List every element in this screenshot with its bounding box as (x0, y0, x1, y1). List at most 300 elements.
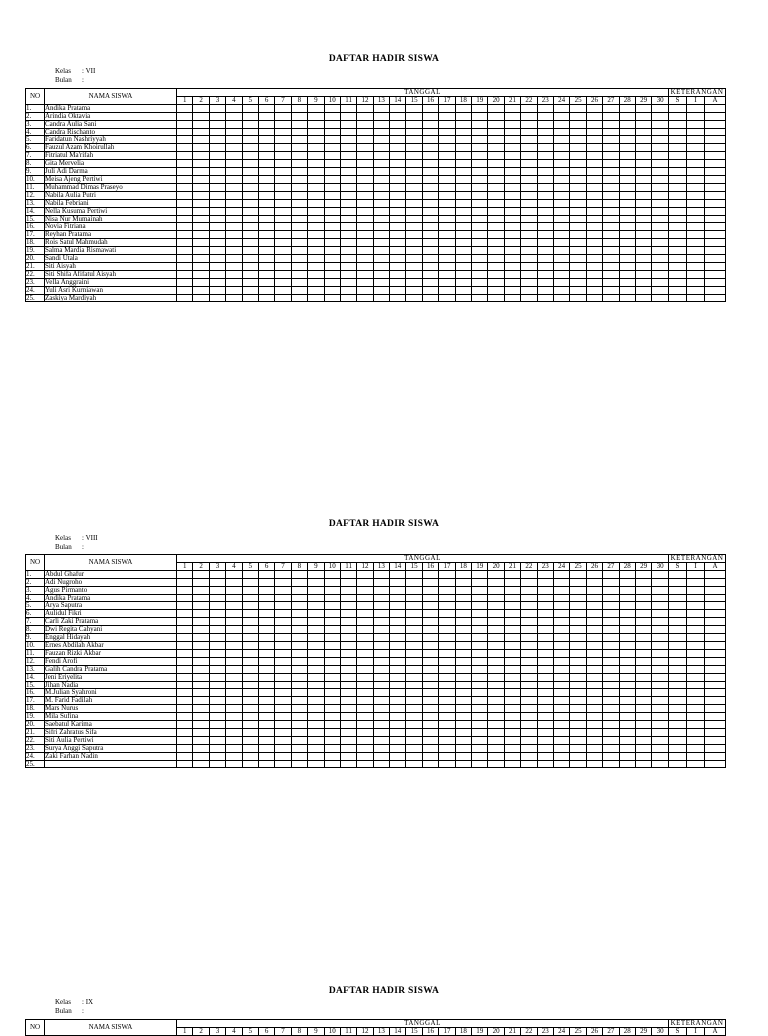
attendance-cell (373, 183, 389, 191)
attendance-cell (705, 744, 726, 752)
attendance-cell (422, 744, 438, 752)
attendance-cell (455, 602, 471, 610)
attendance-cell (603, 721, 619, 729)
attendance-cell (586, 160, 602, 168)
attendance-cell (193, 286, 209, 294)
day-header: 24 (553, 1027, 569, 1035)
day-header: 13 (373, 96, 389, 104)
attendance-cell (406, 705, 422, 713)
attendance-cell (619, 255, 635, 263)
day-header: 17 (439, 1027, 455, 1035)
attendance-cell (390, 578, 406, 586)
attendance-cell (488, 136, 504, 144)
attendance-cell (603, 594, 619, 602)
attendance-cell (193, 586, 209, 594)
attendance-cell (324, 255, 340, 263)
attendance-cell (422, 207, 438, 215)
attendance-cell (488, 278, 504, 286)
attendance-cell (635, 760, 651, 768)
attendance-cell (705, 594, 726, 602)
attendance-cell (488, 215, 504, 223)
student-name: Aulidul Fikri (45, 610, 177, 618)
attendance-cell (258, 294, 274, 302)
attendance-cell (521, 168, 537, 176)
attendance-cell (619, 713, 635, 721)
day-header: 26 (586, 1027, 602, 1035)
attendance-cell (669, 705, 687, 713)
attendance-cell (687, 744, 705, 752)
attendance-cell (603, 168, 619, 176)
attendance-cell (373, 649, 389, 657)
header-row (26, 555, 726, 563)
attendance-cell (687, 294, 705, 302)
attendance-cell (635, 665, 651, 673)
attendance-cell (687, 120, 705, 128)
attendance-cell (406, 736, 422, 744)
attendance-cell (652, 262, 669, 270)
attendance-cell (324, 183, 340, 191)
attendance-cell (406, 649, 422, 657)
student-name: Agus Pirmanto (45, 586, 177, 594)
attendance-cell (308, 586, 324, 594)
attendance-cell (705, 578, 726, 586)
attendance-cell (619, 247, 635, 255)
attendance-cell (553, 697, 569, 705)
attendance-cell (275, 255, 291, 263)
attendance-cell (324, 744, 340, 752)
attendance-cell (504, 586, 520, 594)
attendance-cell (472, 634, 488, 642)
attendance-cell (472, 578, 488, 586)
attendance-cell (705, 618, 726, 626)
attendance-cell (553, 673, 569, 681)
attendance-cell (308, 231, 324, 239)
attendance-cell (193, 665, 209, 673)
attendance-cell (308, 736, 324, 744)
attendance-cell (472, 215, 488, 223)
attendance-cell (209, 215, 225, 223)
attendance-cell (537, 286, 553, 294)
attendance-cell (488, 168, 504, 176)
attendance-cell (357, 665, 373, 673)
attendance-cell (472, 278, 488, 286)
attendance-cell (669, 207, 687, 215)
day-header: 3 (209, 562, 225, 570)
attendance-cell (504, 286, 520, 294)
attendance-cell (422, 152, 438, 160)
attendance-cell (193, 191, 209, 199)
attendance-cell (324, 689, 340, 697)
attendance-cell (537, 752, 553, 760)
attendance-cell (687, 191, 705, 199)
attendance-cell (258, 649, 274, 657)
tanggal-header: TANGGAL (177, 1020, 669, 1028)
attendance-cell (390, 128, 406, 136)
attendance-cell (340, 286, 356, 294)
attendance-cell (635, 255, 651, 263)
attendance-cell (177, 618, 193, 626)
attendance-cell (586, 255, 602, 263)
attendance-cell (226, 586, 242, 594)
attendance-cell (635, 728, 651, 736)
table-row (26, 207, 726, 215)
row-number: 10. (26, 641, 45, 649)
row-number: 1. (26, 570, 45, 578)
attendance-cell (537, 223, 553, 231)
attendance-cell (537, 152, 553, 160)
attendance-cell (553, 128, 569, 136)
attendance-cell (308, 239, 324, 247)
attendance-cell (504, 120, 520, 128)
attendance-cell (669, 602, 687, 610)
day-header: 25 (570, 562, 586, 570)
attendance-cell (406, 578, 422, 586)
attendance-cell (635, 270, 651, 278)
attendance-cell (258, 168, 274, 176)
attendance-cell (553, 610, 569, 618)
attendance-cell (193, 215, 209, 223)
attendance-cell (308, 705, 324, 713)
attendance-cell (687, 649, 705, 657)
attendance-cell (258, 760, 274, 768)
attendance-cell (226, 152, 242, 160)
attendance-cell (357, 144, 373, 152)
attendance-cell (553, 705, 569, 713)
attendance-cell (488, 618, 504, 626)
attendance-cell (275, 681, 291, 689)
attendance-cell (472, 247, 488, 255)
row-number: 19. (26, 713, 45, 721)
attendance-cell (193, 744, 209, 752)
attendance-cell (177, 578, 193, 586)
attendance-cell (258, 247, 274, 255)
attendance-cell (193, 199, 209, 207)
attendance-cell (669, 634, 687, 642)
attendance-cell (537, 191, 553, 199)
day-header: 29 (635, 562, 651, 570)
attendance-cell (439, 618, 455, 626)
attendance-cell (652, 641, 669, 649)
attendance-cell (687, 175, 705, 183)
attendance-cell (472, 721, 488, 729)
attendance-cell (439, 673, 455, 681)
attendance-cell (406, 634, 422, 642)
attendance-cell (537, 270, 553, 278)
attendance-cell (455, 262, 471, 270)
row-number: 1. (26, 104, 45, 112)
attendance-cell (472, 262, 488, 270)
attendance-cell (242, 104, 258, 112)
attendance-cell (669, 270, 687, 278)
student-name: Nabila Aulia Putri (45, 191, 177, 199)
attendance-cell (553, 144, 569, 152)
attendance-cell (390, 618, 406, 626)
attendance-cell (177, 207, 193, 215)
attendance-cell (537, 144, 553, 152)
attendance-cell (357, 175, 373, 183)
attendance-cell (390, 207, 406, 215)
attendance-cell (209, 183, 225, 191)
attendance-cell (504, 104, 520, 112)
attendance-cell (455, 207, 471, 215)
attendance-cell (635, 112, 651, 120)
attendance-cell (455, 286, 471, 294)
attendance-cell (258, 626, 274, 634)
attendance-cell (390, 175, 406, 183)
attendance-cell (586, 120, 602, 128)
attendance-cell (226, 104, 242, 112)
attendance-cell (291, 594, 307, 602)
day-header: 7 (275, 1027, 291, 1035)
attendance-cell (586, 239, 602, 247)
attendance-cell (553, 294, 569, 302)
attendance-cell (553, 255, 569, 263)
attendance-cell (226, 168, 242, 176)
attendance-cell (308, 247, 324, 255)
attendance-cell (226, 713, 242, 721)
attendance-cell (209, 681, 225, 689)
attendance-cell (619, 231, 635, 239)
attendance-cell (570, 744, 586, 752)
attendance-cell (472, 760, 488, 768)
attendance-cell (226, 215, 242, 223)
attendance-cell (177, 255, 193, 263)
attendance-cell (275, 721, 291, 729)
attendance-cell (521, 641, 537, 649)
attendance-cell (537, 744, 553, 752)
attendance-cell (603, 255, 619, 263)
attendance-cell (652, 697, 669, 705)
attendance-cell (439, 160, 455, 168)
attendance-cell (422, 689, 438, 697)
attendance-cell (553, 586, 569, 594)
attendance-cell (635, 175, 651, 183)
attendance-cell (586, 618, 602, 626)
attendance-cell (340, 128, 356, 136)
attendance-cell (275, 231, 291, 239)
attendance-cell (308, 752, 324, 760)
attendance-cell (603, 610, 619, 618)
attendance-cell (586, 199, 602, 207)
attendance-cell (324, 634, 340, 642)
attendance-cell (373, 760, 389, 768)
attendance-cell (275, 160, 291, 168)
attendance-cell (619, 128, 635, 136)
attendance-cell (226, 594, 242, 602)
attendance-cell (455, 278, 471, 286)
attendance-cell (439, 239, 455, 247)
attendance-cell (357, 239, 373, 247)
attendance-cell (619, 681, 635, 689)
attendance-cell (603, 215, 619, 223)
attendance-cell (390, 697, 406, 705)
attendance-cell (652, 239, 669, 247)
attendance-cell (308, 112, 324, 120)
attendance-cell (455, 215, 471, 223)
attendance-cell (504, 721, 520, 729)
row-number: 9. (26, 634, 45, 642)
attendance-cell (209, 262, 225, 270)
attendance-cell (586, 262, 602, 270)
attendance-cell (619, 215, 635, 223)
day-header: 16 (422, 1027, 438, 1035)
attendance-cell (652, 728, 669, 736)
attendance-cell (705, 697, 726, 705)
day-header: 10 (324, 1027, 340, 1035)
attendance-cell (652, 215, 669, 223)
attendance-cell (390, 721, 406, 729)
attendance-cell (619, 160, 635, 168)
attendance-cell (553, 736, 569, 744)
attendance-cell (291, 207, 307, 215)
attendance-cell (586, 231, 602, 239)
attendance-cell (687, 286, 705, 294)
attendance-cell (439, 136, 455, 144)
attendance-cell (586, 294, 602, 302)
attendance-cell (357, 728, 373, 736)
attendance-cell (619, 152, 635, 160)
attendance-cell (472, 191, 488, 199)
attendance-cell (193, 112, 209, 120)
attendance-cell (226, 199, 242, 207)
attendance-cell (537, 594, 553, 602)
attendance-cell (705, 144, 726, 152)
attendance-cell (291, 736, 307, 744)
attendance-cell (635, 681, 651, 689)
attendance-cell (357, 294, 373, 302)
attendance-cell (619, 728, 635, 736)
row-number: 22. (26, 736, 45, 744)
attendance-cell (586, 713, 602, 721)
attendance-cell (472, 239, 488, 247)
attendance-cell (357, 136, 373, 144)
attendance-cell (226, 760, 242, 768)
attendance-cell (603, 728, 619, 736)
attendance-cell (258, 665, 274, 673)
attendance-cell (209, 231, 225, 239)
attendance-cell (521, 175, 537, 183)
attendance-cell (209, 247, 225, 255)
attendance-cell (373, 255, 389, 263)
attendance-cell (242, 713, 258, 721)
attendance-cell (603, 104, 619, 112)
attendance-cell (340, 183, 356, 191)
attendance-cell (308, 120, 324, 128)
attendance-cell (652, 673, 669, 681)
attendance-cell (504, 736, 520, 744)
attendance-cell (586, 278, 602, 286)
attendance-cell (275, 697, 291, 705)
attendance-cell (226, 160, 242, 168)
attendance-cell (422, 713, 438, 721)
attendance-cell (669, 570, 687, 578)
attendance-cell (258, 152, 274, 160)
day-header: 19 (472, 96, 488, 104)
attendance-cell (193, 160, 209, 168)
attendance-cell (373, 294, 389, 302)
nama-header: NAMA SISWA (45, 1020, 177, 1036)
attendance-cell (177, 736, 193, 744)
attendance-cell (521, 618, 537, 626)
attendance-cell (570, 223, 586, 231)
attendance-cell (521, 278, 537, 286)
attendance-cell (586, 689, 602, 697)
attendance-cell (687, 262, 705, 270)
attendance-cell (373, 657, 389, 665)
attendance-cell (357, 128, 373, 136)
attendance-cell (439, 649, 455, 657)
attendance-cell (422, 168, 438, 176)
attendance-cell (488, 610, 504, 618)
attendance-cell (209, 610, 225, 618)
attendance-cell (472, 160, 488, 168)
attendance-cell (669, 294, 687, 302)
attendance-cell (422, 191, 438, 199)
day-header: 16 (422, 96, 438, 104)
attendance-cell (439, 199, 455, 207)
attendance-cell (537, 673, 553, 681)
attendance-cell (209, 697, 225, 705)
attendance-cell (177, 239, 193, 247)
attendance-cell (603, 673, 619, 681)
attendance-cell (308, 144, 324, 152)
attendance-cell (553, 634, 569, 642)
attendance-cell (488, 270, 504, 278)
attendance-cell (242, 215, 258, 223)
attendance-cell (669, 744, 687, 752)
student-name: Sandi Utala (45, 255, 177, 263)
attendance-cell (619, 626, 635, 634)
attendance-cell (455, 721, 471, 729)
attendance-cell (340, 231, 356, 239)
row-number: 3. (26, 120, 45, 128)
attendance-cell (209, 626, 225, 634)
attendance-cell (488, 104, 504, 112)
day-header: 9 (308, 96, 324, 104)
attendance-cell (193, 128, 209, 136)
attendance-cell (669, 191, 687, 199)
attendance-cell (373, 618, 389, 626)
attendance-cell (570, 128, 586, 136)
attendance-cell (504, 175, 520, 183)
attendance-cell (177, 215, 193, 223)
attendance-cell (439, 586, 455, 594)
student-name: Salma Mardia Rismawati (45, 247, 177, 255)
attendance-cell (603, 760, 619, 768)
attendance-cell (705, 231, 726, 239)
row-number: 11. (26, 649, 45, 657)
attendance-cell (340, 713, 356, 721)
attendance-cell (357, 626, 373, 634)
attendance-cell (390, 602, 406, 610)
attendance-cell (619, 175, 635, 183)
attendance-cell (570, 610, 586, 618)
day-header: 10 (324, 562, 340, 570)
attendance-cell (537, 657, 553, 665)
attendance-cell (340, 602, 356, 610)
attendance-cell (635, 626, 651, 634)
attendance-cell (705, 689, 726, 697)
attendance-cell (635, 199, 651, 207)
attendance-cell (357, 594, 373, 602)
day-header: 28 (619, 1027, 635, 1035)
table-row (26, 144, 726, 152)
attendance-cell (472, 270, 488, 278)
header-row (26, 89, 726, 97)
row-number: 21. (26, 728, 45, 736)
attendance-cell (258, 262, 274, 270)
attendance-cell (291, 262, 307, 270)
